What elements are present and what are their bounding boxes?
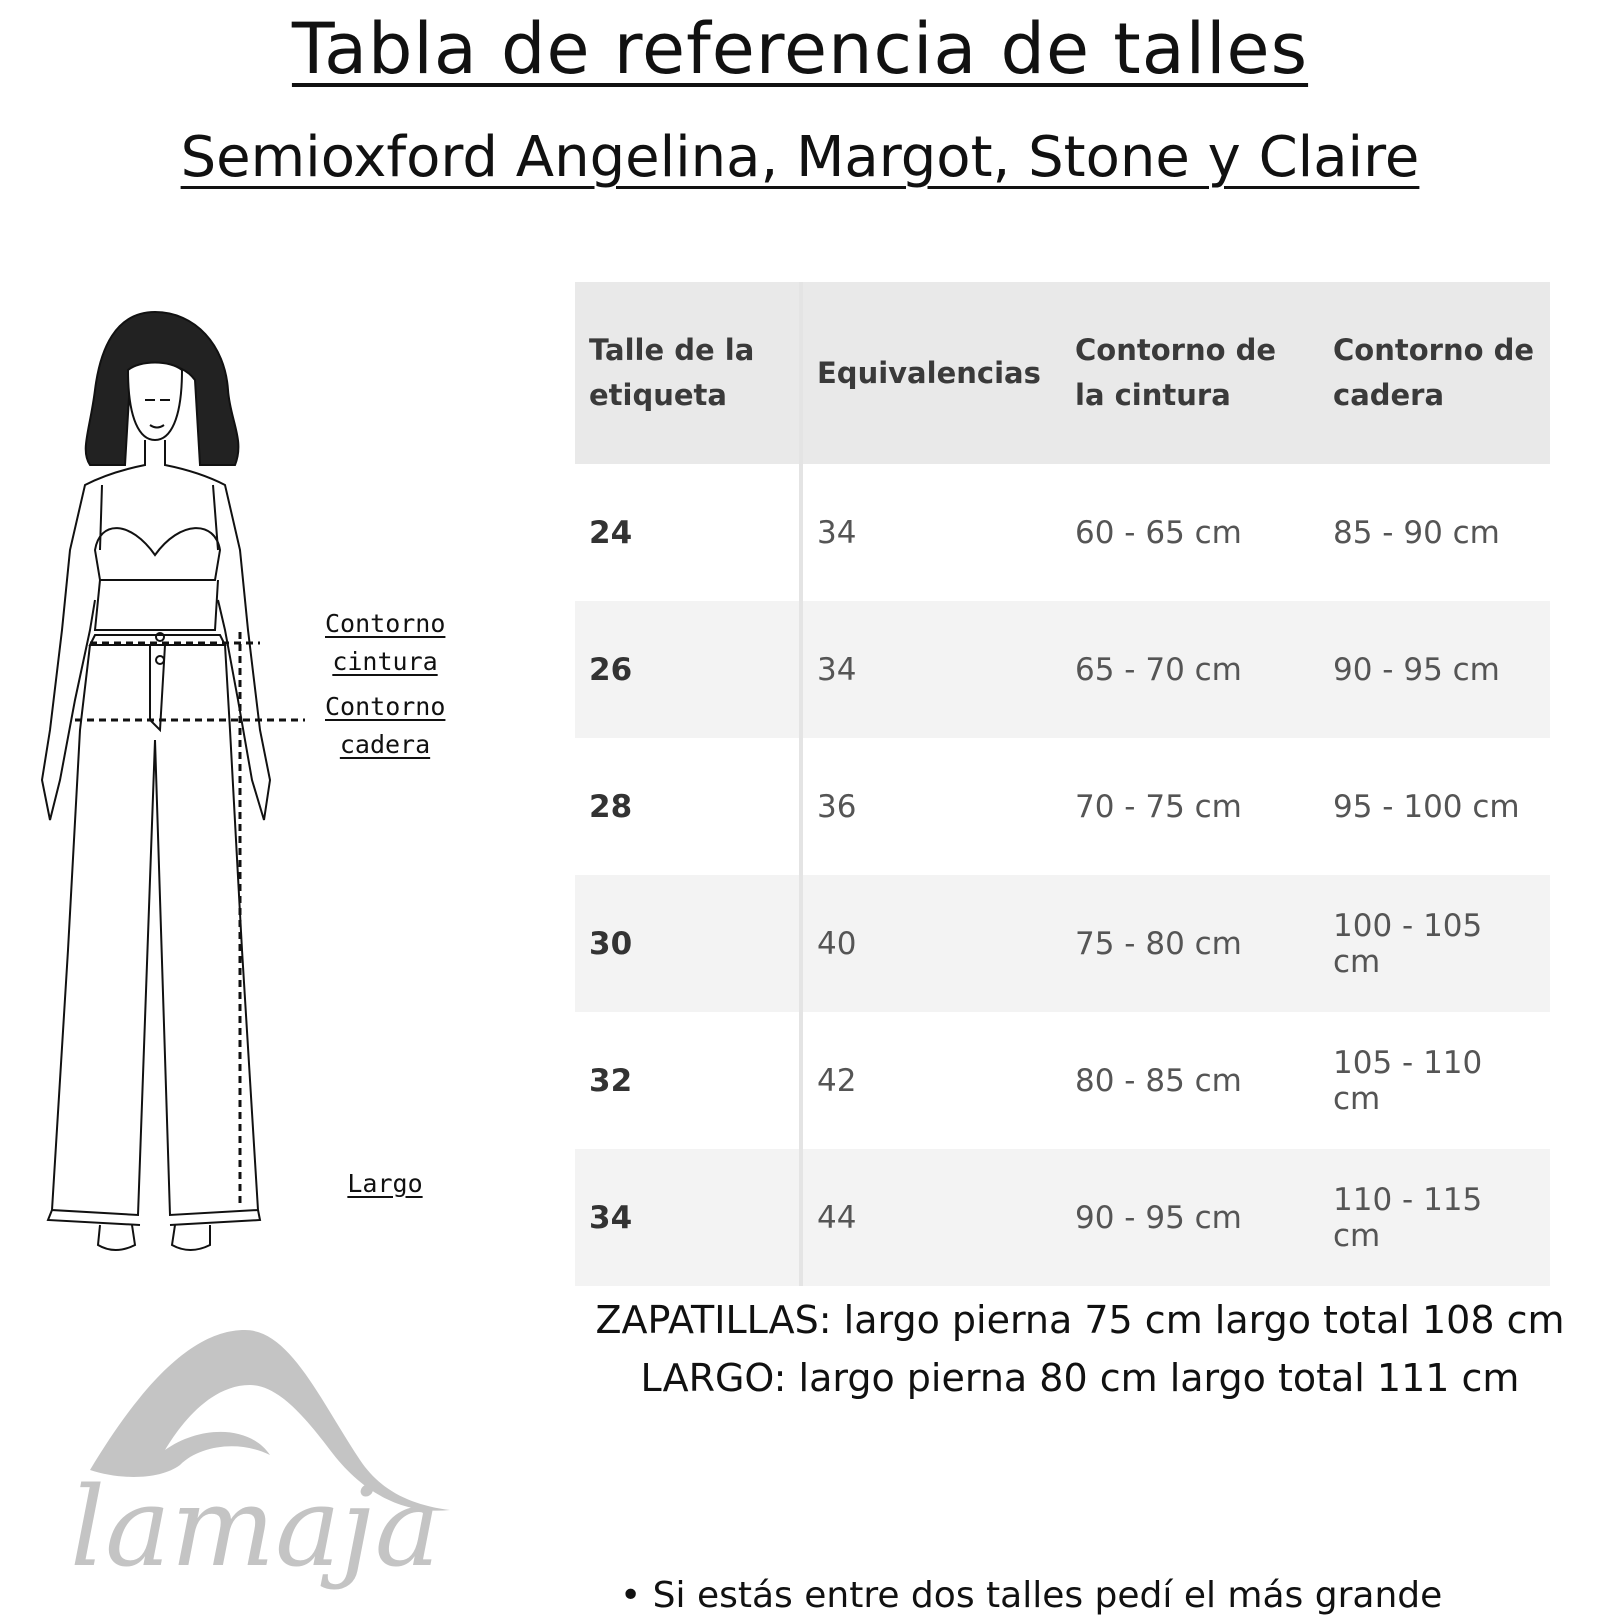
cell-hip: 100 - 105 cm [1319,875,1550,1012]
cell-equivalence: 40 [801,875,1061,1012]
cell-equivalence: 36 [801,738,1061,875]
page-subtitle: Semioxford Angelina, Margot, Stone y Claire [180,125,1420,190]
model-figure-illustration [20,300,480,1290]
cell-size: 30 [575,875,801,1012]
table-row [575,738,1550,875]
cell-size: 28 [589,788,633,825]
waist-label [325,605,445,681]
cell-size: 24 [589,514,633,551]
hip-label-line1: Contorno [325,692,446,721]
cell-waist: 70 - 75 cm [1075,788,1242,825]
table-row [575,875,1550,1012]
table-row [575,1012,1550,1149]
header-equivalences: Equivalencias [801,282,1061,464]
cell-waist: 65 - 70 cm [1061,601,1319,738]
cell-waist: 80 - 85 cm [1075,1062,1242,1099]
note-size-tip: • Si estás entre dos talles pedí el más grande [620,1575,1443,1616]
header-size-label: Talle de la etiqueta [575,282,801,464]
header-waist: Contorno de la cintura [1061,282,1319,464]
cell-hip: 90 - 95 cm [1319,601,1550,738]
cell-waist: 75 - 80 cm [1061,875,1319,1012]
lamaja-logo [60,1330,480,1590]
cell-equivalence: 44 [801,1149,1061,1286]
cell-waist: 90 - 95 cm [1061,1149,1319,1286]
cell-size: 34 [575,1149,801,1286]
cell-hip: 110 - 115 cm [1319,1149,1550,1286]
hip-label [325,688,445,764]
page-title: Tabla de referencia de talles [291,8,1309,90]
cell-hip: 85 - 90 cm [1333,514,1500,551]
header-hip: Contorno de cadera [1319,282,1550,464]
cell-hip: 95 - 100 cm [1333,788,1520,825]
size-chart-table [575,282,1552,1286]
cell-hip: 105 - 110 cm [1333,1044,1483,1117]
cell-equivalence: 42 [801,1012,1061,1149]
cell-size: 32 [589,1062,633,1099]
note-largo: LARGO: largo pierna 80 cm largo total 111 cm [640,1356,1520,1400]
table-header-row [575,282,1550,464]
table-row [575,601,1550,738]
hip-label-line2: cadera [339,730,431,759]
table-row [575,1149,1550,1286]
waist-label-line2: cintura [332,647,438,676]
table-row [575,464,1550,601]
length-label: Largo [347,1169,423,1198]
logo-wordmark: lamaja [70,1463,441,1590]
note-zapatillas: ZAPATILLAS: largo pierna 75 cm largo total 108 cm [595,1298,1565,1342]
cell-waist: 60 - 65 cm [1075,514,1242,551]
cell-equivalence: 34 [801,464,1061,601]
cell-equivalence: 34 [801,601,1061,738]
cell-size: 26 [575,601,801,738]
waist-label-line1: Contorno [325,609,446,638]
